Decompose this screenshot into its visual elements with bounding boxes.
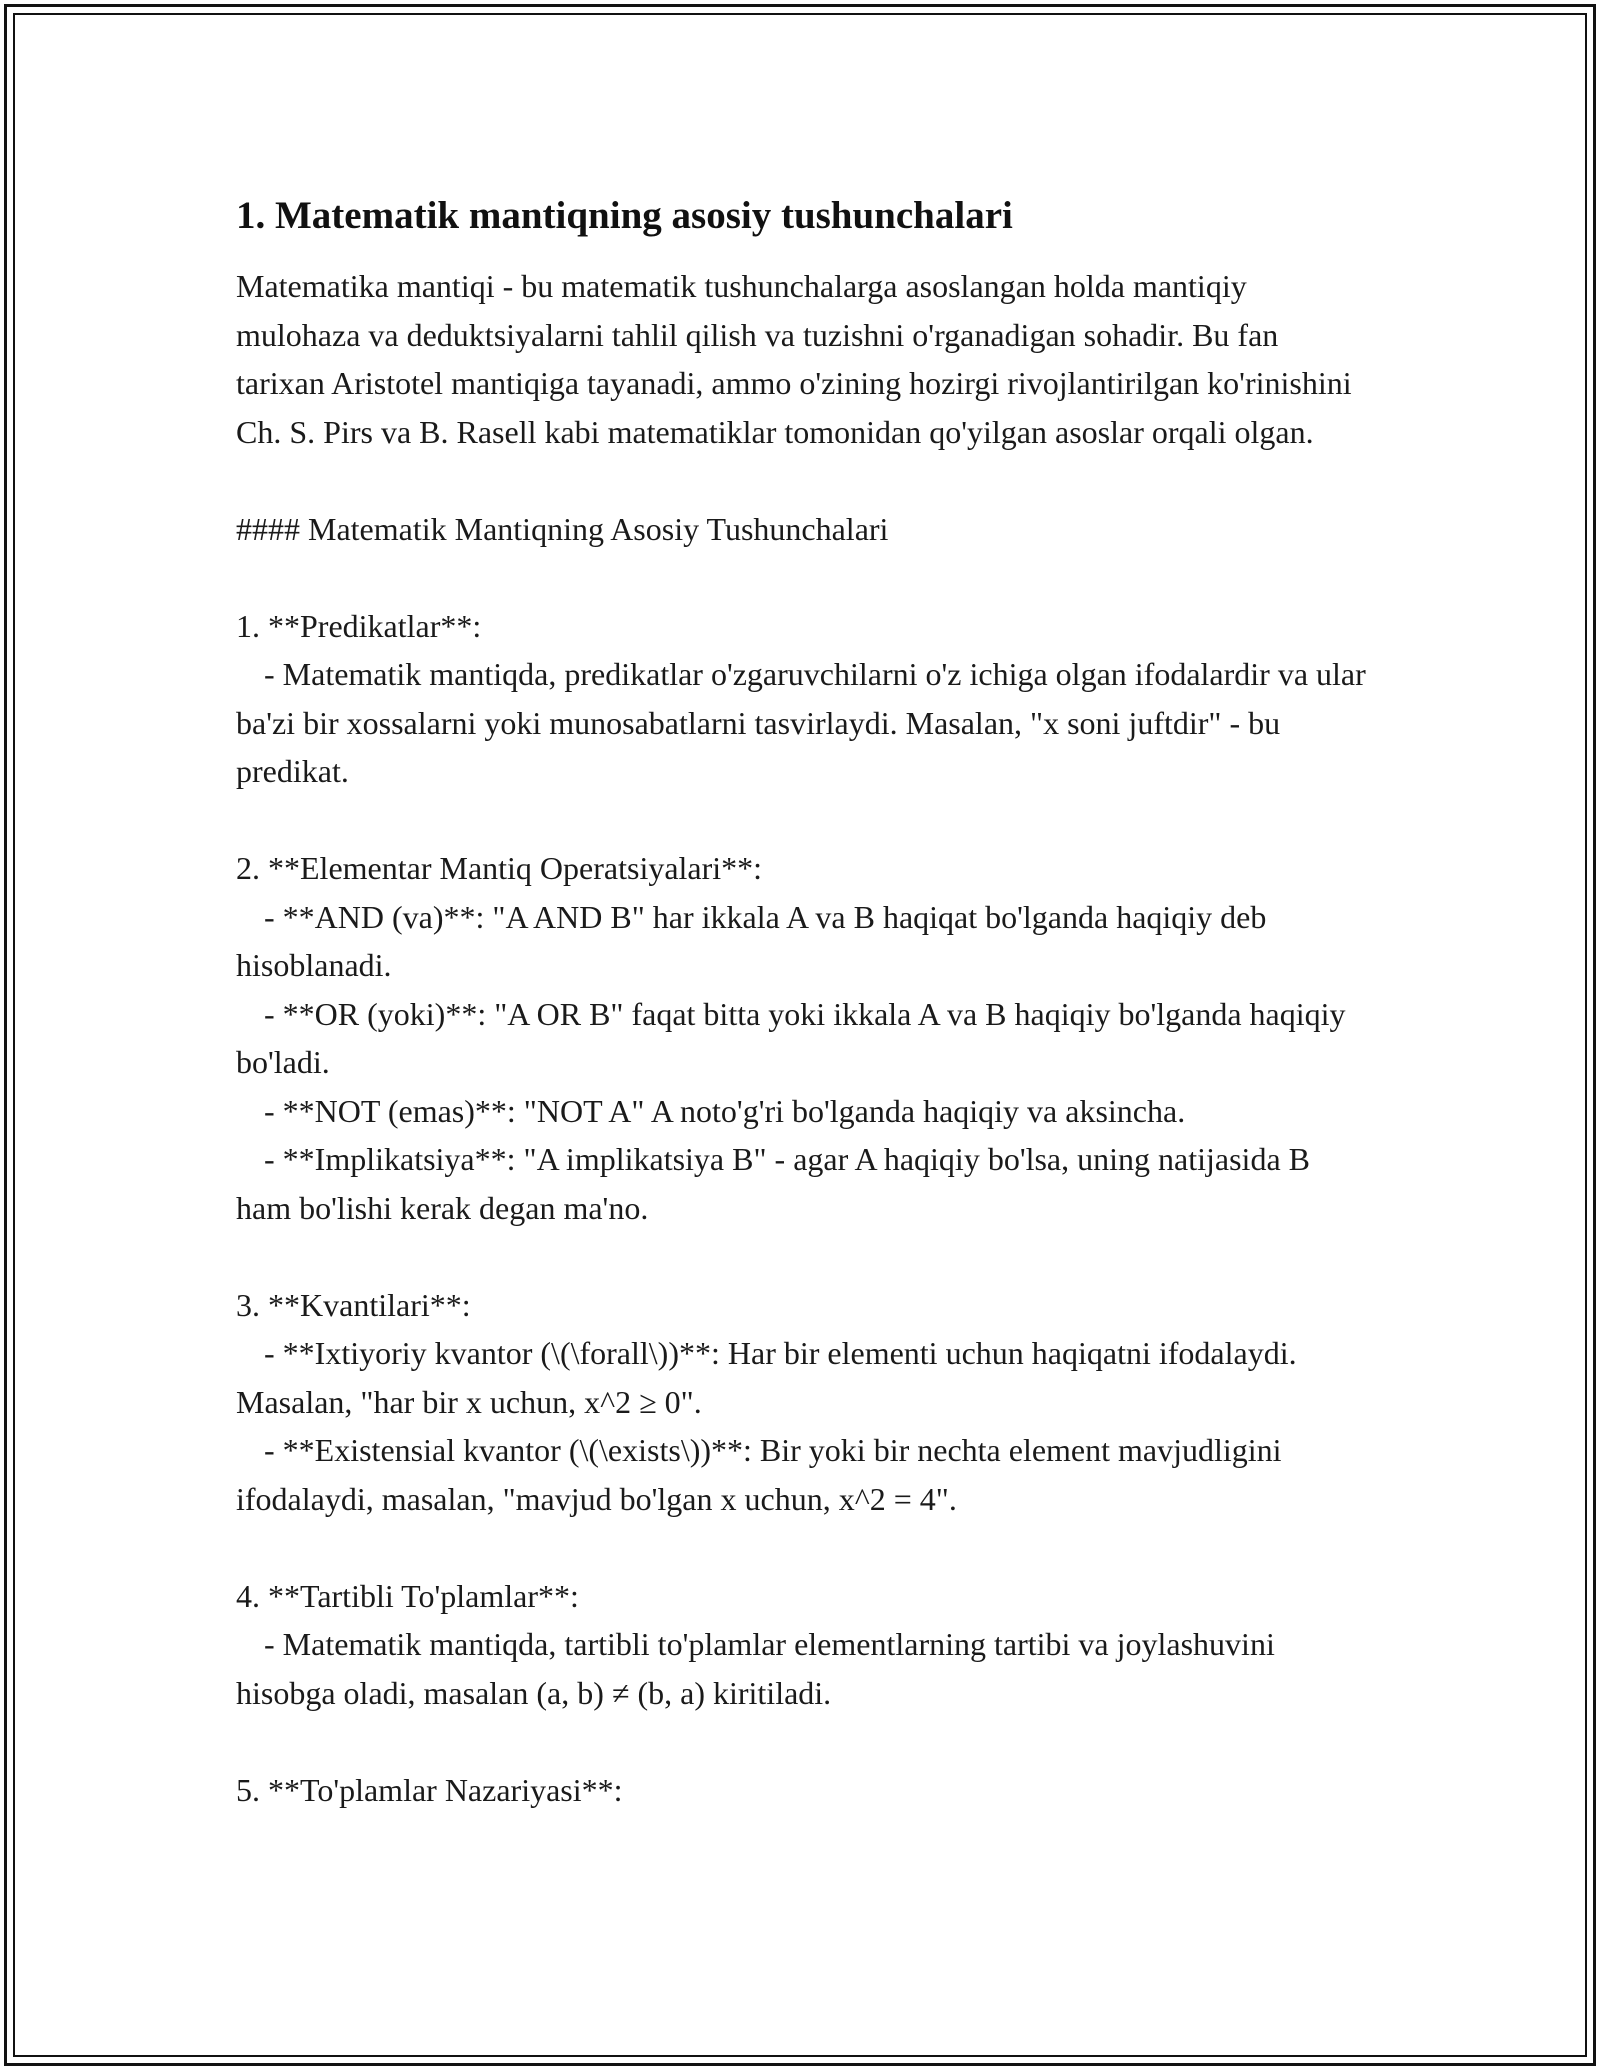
spacer [236, 456, 1366, 505]
spacer [236, 1717, 1366, 1766]
section-heading: 2. **Elementar Mantiq Operatsiyalari**: [236, 850, 763, 886]
section-item: - **OR (yoki)**: "A OR B" faqat bitta yoki ikkala A va B haqiqiy bo'lganda haqiqiy bo'ladi. [236, 995, 1346, 1080]
section-tartibli-toplamlar [236, 1572, 1366, 1718]
section-heading: 1. **Predikatlar**: [236, 607, 482, 644]
section-item: - **NOT (emas)**: "NOT A" A noto'g'ri bo'lganda haqiqiy va aksincha. [264, 1092, 1186, 1129]
spacer [236, 796, 1366, 845]
section-item: - **AND (va)**: "A AND B" har ikkala A va B haqiqat bo'lganda haqiqiy deb hisoblanadi. [236, 898, 1267, 983]
section-kvantilari [236, 1281, 1366, 1524]
section-item: - **Implikatsiya**: "A implikatsiya B" - agar A haqiqiy bo'lsa, uning natijasida B ham bo'lishi kerak degan ma'no. [236, 1141, 1310, 1226]
spacer [236, 1523, 1366, 1572]
document-body [236, 190, 1366, 1814]
section-item: - **Ixtiyoriy kvantor (\(\forall\))**: Har bir elementi uchun haqiqatni ifodalaydi. Masalan, "har bir x uchun, x^2 ≥ 0". [236, 1335, 1297, 1420]
section-heading: 5. **To'plamlar Nazariyasi**: [236, 1771, 623, 1808]
section-toplamlar-nazariyasi [236, 1766, 1366, 1815]
page-title: 1. Matematik mantiqning asosiy tushunchalari [236, 194, 1013, 237]
section-operatsiyalar [236, 844, 1366, 1232]
spacer [236, 553, 1366, 602]
spacer [236, 1232, 1366, 1281]
section-predikatlar [236, 602, 1366, 796]
section-heading: 4. **Tartibli To'plamlar**: [236, 1577, 579, 1614]
section-heading: 3. **Kvantilari**: [236, 1286, 471, 1323]
section-item: - Matematik mantiqda, tartibli to'plamlar elementlarning tartibi va joylashuvini hisobga oladi, masalan (a, b) ≠ (b, a) kiritiladi. [236, 1626, 1275, 1711]
subheading: #### Matematik Mantiqning Asosiy Tushunchalari [236, 510, 889, 547]
intro-paragraph: Matematika mantiqi - bu matematik tushunchalarga asoslangan holda mantiqiy mulohaza va deduktsiyalarni tahlil qilish va tuzishni o'rganadigan sohadir. Bu fan tarixan Aristotel mantiqiga tayanadi, ammo o'zining hozirgi rivojlantirilgan ko'rinishini Ch. S. Pirs va B. Rasell kabi matematiklar tomonidan qo'yilgan asoslar orqali olgan. [236, 268, 1352, 450]
section-item: - Matematik mantiqda, predikatlar o'zgaruvchilarni o'z ichiga olgan ifodalardir va ular ba'zi bir xossalarni yoki munosabatlarni tasvirlaydi. Masalan, "x soni juftdir" - bu predikat. [236, 656, 1366, 789]
section-item: - **Existensial kvantor (\(\exists\))**: Bir yoki bir nechta element mavjudligini ifodalaydi, masalan, "mavjud bo'lgan x uchun, x^2 = 4". [236, 1432, 1282, 1517]
